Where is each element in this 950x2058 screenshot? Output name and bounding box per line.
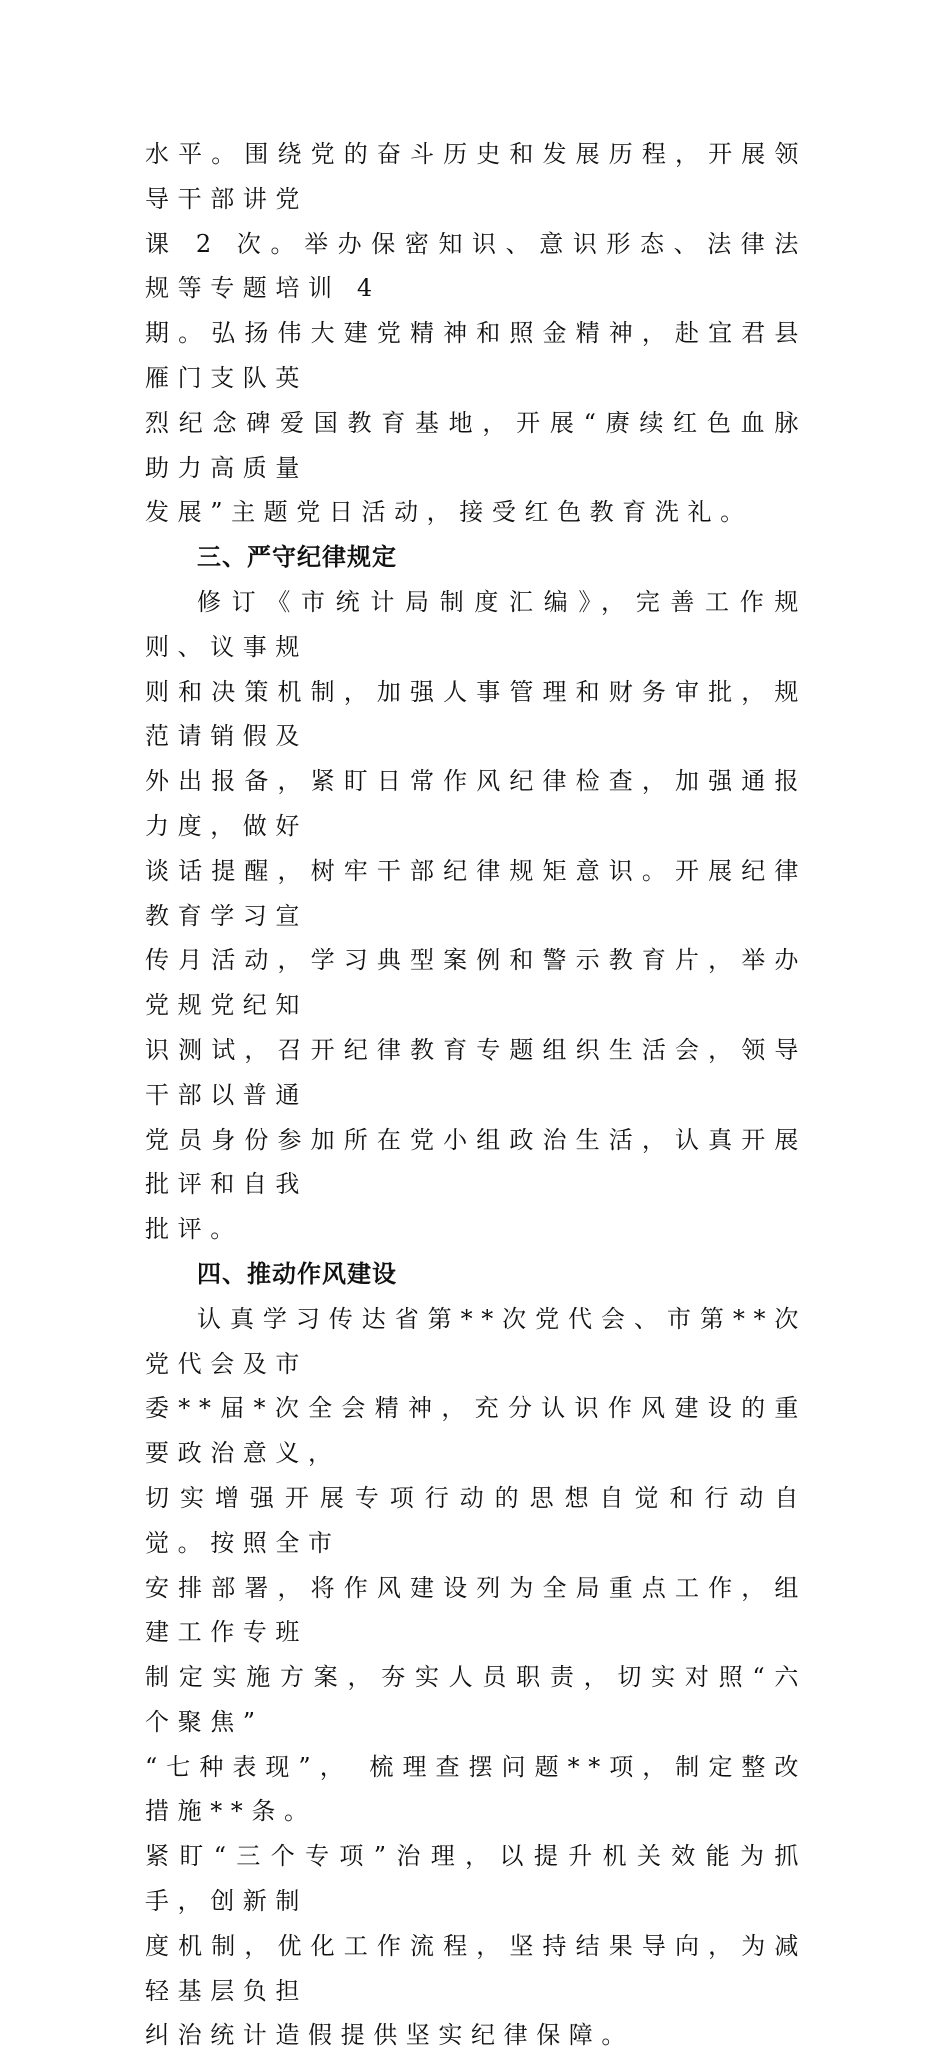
text-line: 识测试，召开纪律教育专题组织生活会，领导干部以普通 [145, 1035, 807, 1109]
text-line: “七种表现”， 梳理查摆问题**项，制定整改措施**条。 [145, 1752, 807, 1826]
text-line: 认真学习传达省第**次党代会、市第**次党代会及市 [145, 1304, 807, 1378]
text-line: 紧盯“三个专项”治理，以提升机关效能为抓手，创新制 [145, 1842, 807, 1916]
text-line: 党员身份参加所在党小组政治生活，认真开展批评和自我 [145, 1125, 807, 1199]
text-line: 水平。围绕党的奋斗历史和发展历程，开展领导干部讲党 [145, 140, 807, 213]
text-line: 发展”主题党日活动，接受红色教育洗礼。 [145, 498, 753, 527]
text-line: 则和决策机制，加强人事管理和财务审批，规范请销假及 [145, 677, 807, 751]
text-line: 纠治统计造假提供坚实纪律保障。 [145, 2021, 634, 2050]
text-line: 期。弘扬伟大建党精神和照金精神，赴宜君县雁门支队英 [145, 319, 807, 392]
text-line: 委**届*次全会精神，充分认识作风建设的重要政治意义， [145, 1394, 807, 1468]
paragraph-political-education [145, 132, 807, 535]
section-heading-discipline: 三、严守纪律规定 [197, 543, 397, 572]
text-line: 谈话提醒，树牢干部纪律规矩意识。开展纪律教育学习宣 [145, 856, 807, 930]
text-line: 传月活动，学习典型案例和警示教育片，举办党规党纪知 [145, 946, 807, 1020]
text-line: 度机制，优化工作流程，坚持结果导向，为减轻基层负担 [145, 1931, 807, 2005]
text-line: 课 2 次。举办保密知识、意识形态、法律法规等专题培训 4 [145, 229, 807, 303]
section-heading-work-style: 四、推动作风建设 [197, 1259, 397, 1288]
text-line: 安排部署，将作风建设列为全局重点工作，组建工作专班 [145, 1573, 807, 1647]
text-line: 批评。 [145, 1215, 243, 1244]
text-line: 烈纪念碑爱国教育基地，开展“赓续红色血脉助力高质量 [145, 408, 807, 482]
text-line: 切实增强开展专项行动的思想自觉和行动自觉。按照全市 [145, 1483, 807, 1557]
text-line: 外出报备，紧盯日常作风纪律检查，加强通报力度，做好 [145, 767, 807, 840]
paragraph-discipline [145, 580, 807, 1252]
text-line: 修订《市统计局制度汇编》，完善工作规则、议事规 [145, 587, 807, 661]
text-line: 制定实施方案，夯实人员职责，切实对照“六个聚焦” [145, 1663, 807, 1736]
paragraph-work-style [145, 1297, 807, 2058]
document-page [145, 132, 807, 2058]
